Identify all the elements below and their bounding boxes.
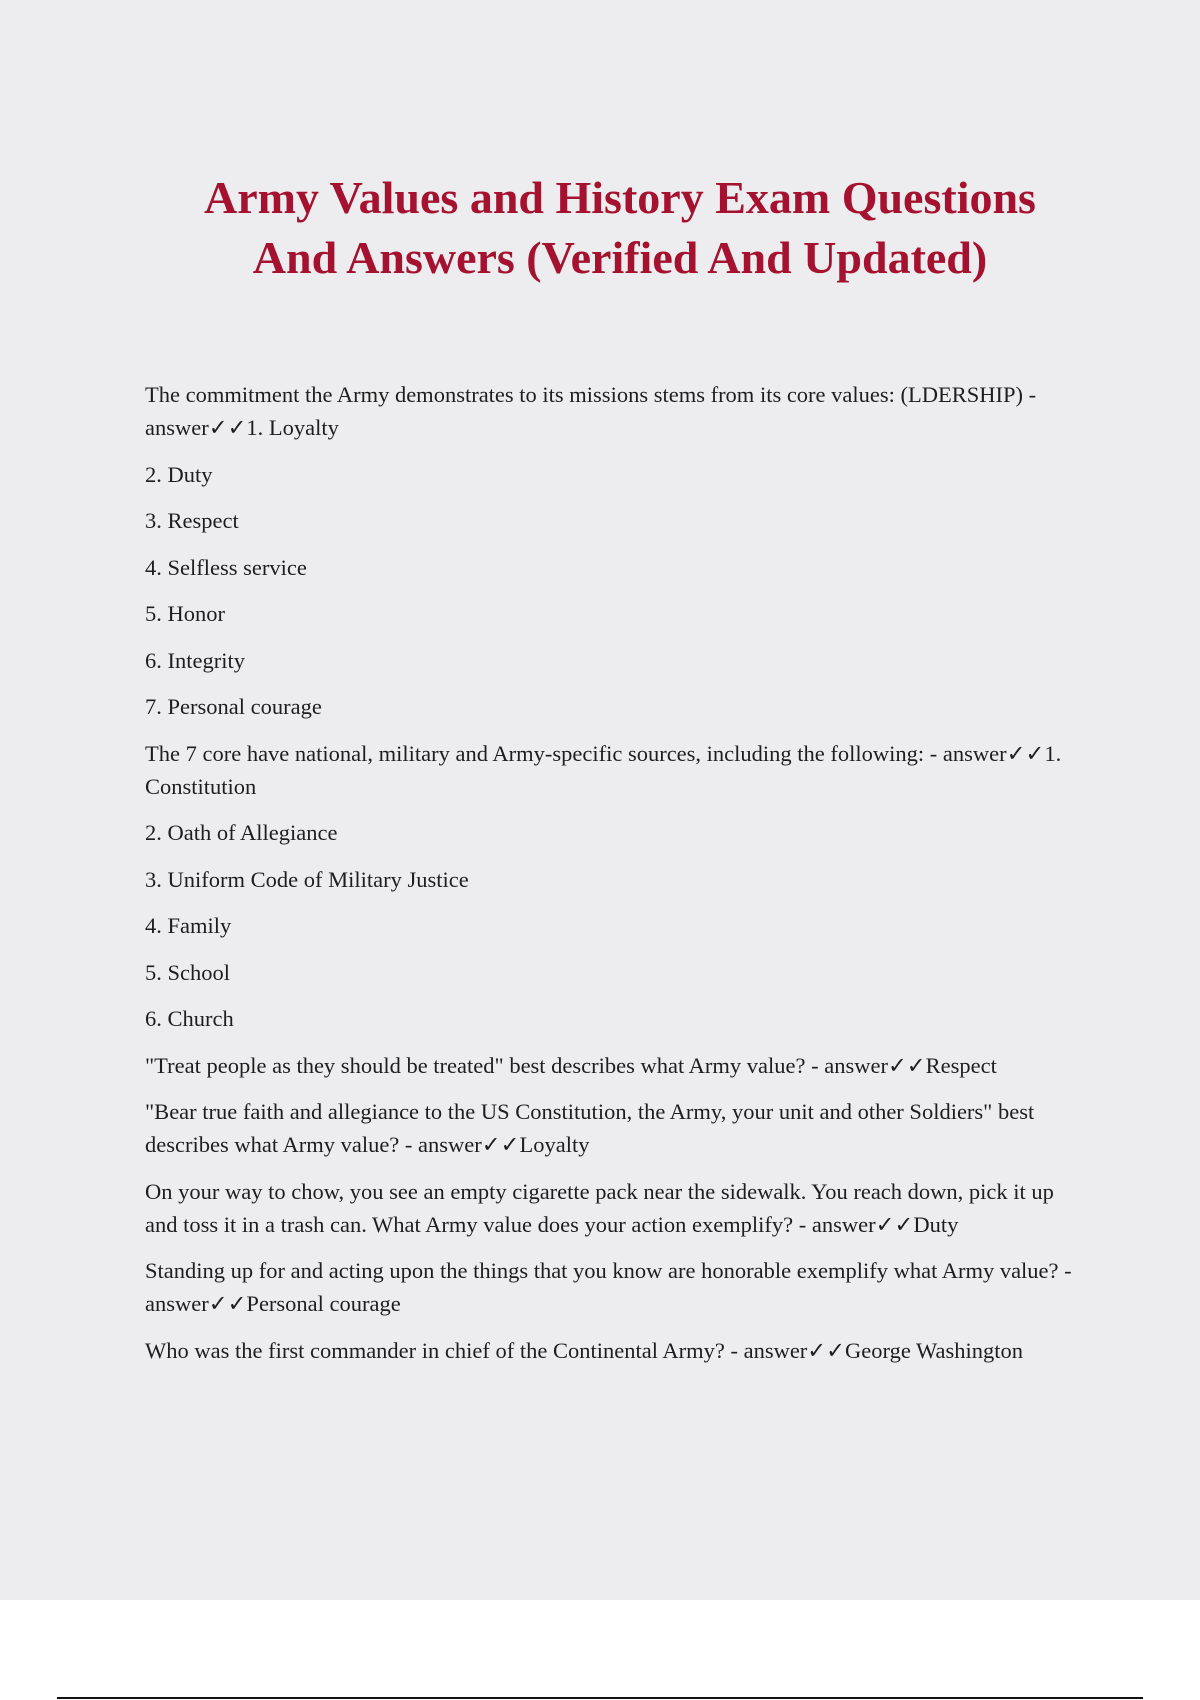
list-item: 2. Oath of Allegiance xyxy=(145,820,338,845)
list-item: 7. Personal courage xyxy=(145,694,322,719)
list-item: 2. Duty xyxy=(145,461,213,487)
list-item: 6. Church xyxy=(145,1006,234,1031)
list-item: 4. Selfless service xyxy=(145,554,307,580)
qa-paragraph: The 7 core have national, military and Army-specific sources, including the following: - answer✓✓1. Constitution xyxy=(145,740,1062,799)
qa-paragraph: On your way to chow, you see an empty cigarette pack near the sidewalk. You reach down, pick it up and toss it in a trash can. What Army value does your action exemplify? - answer✓✓Duty xyxy=(145,1178,1054,1237)
qa-paragraph: Who was the first commander in chief of the Continental Army? - answer✓✓George Washington xyxy=(145,1337,1023,1363)
qa-paragraph: Standing up for and acting upon the things that you know are honorable exemplify what Army value? - answer✓✓Personal courage xyxy=(145,1258,1072,1316)
qa-content xyxy=(145,378,1090,1380)
qa-paragraph: The commitment the Army demonstrates to its missions stems from its core values: (LDERSHIP) - answer✓✓1. Loyalty xyxy=(145,382,1037,440)
list-item: 3. Respect xyxy=(145,508,239,533)
footer-divider xyxy=(57,1697,1143,1699)
list-item: 4. Family xyxy=(145,913,232,938)
list-item: 5. School xyxy=(145,959,231,985)
list-item: 3. Uniform Code of Military Justice xyxy=(145,866,469,892)
qa-paragraph: "Treat people as they should be treated" best describes what Army value? - answer✓✓Respect xyxy=(145,1052,997,1078)
list-item: 6. Integrity xyxy=(145,647,245,673)
document-title xyxy=(100,168,1140,288)
title-line-1: Army Values and History Exam Questions xyxy=(204,172,1036,223)
list-item: 5. Honor xyxy=(145,601,225,626)
title-line-2: And Answers (Verified And Updated) xyxy=(252,232,988,283)
qa-paragraph: "Bear true faith and allegiance to the US Constitution, the Army, your unit and other Soldiers" best describes what Army value? - answer✓✓Loyalty xyxy=(145,1099,1035,1157)
